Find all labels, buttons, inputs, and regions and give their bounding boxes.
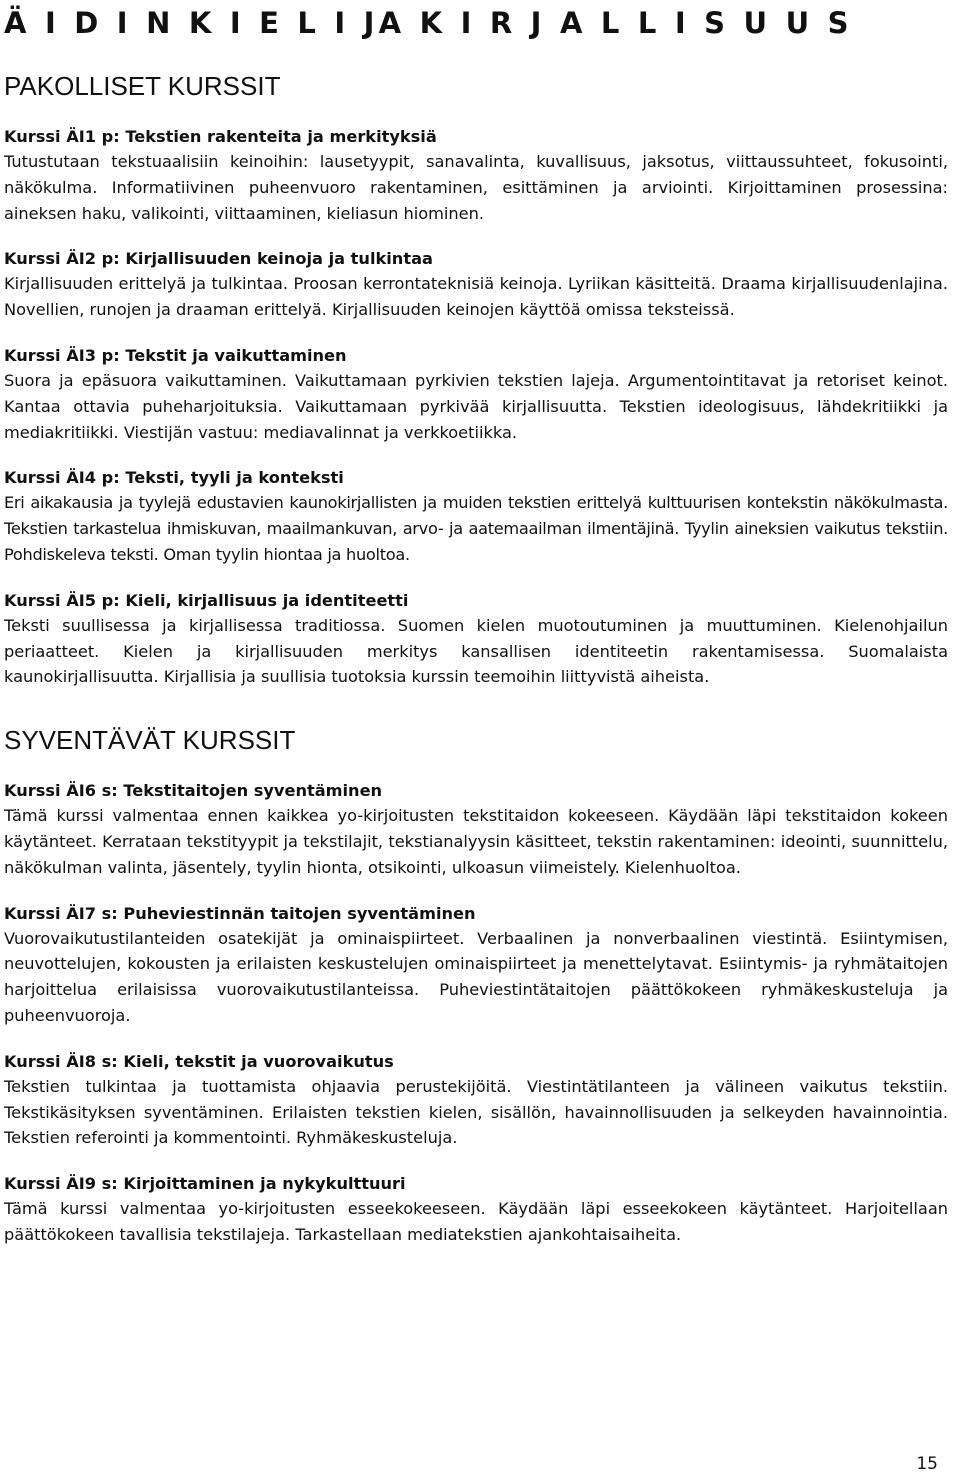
course-title: Kurssi ÄI4 p: Teksti, tyyli ja konteksti — [4, 468, 344, 488]
course-title: Kurssi ÄI3 p: Tekstit ja vaikuttaminen — [4, 345, 347, 365]
course-title: Kurssi ÄI2 p: Kirjallisuuden keinoja ja tulkintaa — [4, 249, 433, 269]
course-ai9 — [4, 1171, 948, 1248]
course-ai2 — [4, 246, 948, 323]
course-title: Kurssi ÄI8 s: Kieli, tekstit ja vuorovaikutus — [4, 1051, 394, 1071]
document-title: Ä I D I N K I E L I JA K I R J A L L I S U U S — [4, 6, 853, 40]
course-ai7 — [4, 901, 948, 1029]
course-ai3 — [4, 343, 948, 445]
course-ai1 — [4, 124, 948, 226]
course-description: Vuorovaikutustilanteiden osatekijät ja ominaispiirteet. Verbaalinen ja nonverbaalinen viestintä. Esiintymisen, neuvottelujen, kokousten ja erilaisten keskustelujen ominaispiirteet ja menettelytavat. Esiintymis- ja ryhmätaitojen harjoittelua erilaisissa vuorovaikutustilanteissa. Puheviestintätaitojen päättökokeen ryhmäkeskusteluja ja puheenvuoroja. — [4, 928, 948, 1025]
document-page — [4, 4, 948, 1248]
page-number: 15 — [916, 1454, 938, 1474]
course-title: Kurssi ÄI5 p: Kieli, kirjallisuus ja identiteetti — [4, 590, 409, 610]
course-title: Kurssi ÄI7 s: Puheviestinnän taitojen syventäminen — [4, 903, 476, 923]
course-ai6 — [4, 778, 948, 880]
section-heading-mandatory: PAKOLLISET KURSSIT — [4, 71, 281, 101]
course-ai8 — [4, 1049, 948, 1151]
course-ai4 — [4, 465, 948, 567]
course-description: Tämä kurssi valmentaa ennen kaikkea yo-kirjoitusten tekstitaidon kokeeseen. Käydään läpi tekstitaidon kokeen käytänteet. Kerrataan tekstityypit ja tekstilajit, tekstianalyysin käsitteet, tekstin rakentaminen: ideointi, suunnittelu, näkökulman valinta, jäsentely, tyylin hionta, otsikointi, ulkoasun viimeistely. Kielenhuoltoa. — [4, 806, 948, 877]
course-description: Teksti suullisessa ja kirjallisessa traditiossa. Suomen kielen muotoutuminen ja muuttuminen. Kielenohjailun periaatteet. Kielen ja kirjallisuuden merkitys kansallisen identiteetin rakentamisessa. Suomalaista kaunokirjallisuutta. Kirjallisia ja suullisia tuotoksia kurssin teemoihin liittyvistä aiheista. — [4, 615, 948, 687]
course-description: Suora ja epäsuora vaikuttaminen. Vaikuttamaan pyrkivien tekstien lajeja. Argumentointitavat ja retoriset keinot. Kantaa ottavia puheharjoituksia. Vaikuttamaan pyrkivää kirjallisuutta. Tekstien ideologisuus, lähdekritiikki ja mediakritiikki. Viestijän vastuu: mediavalinnat ja verkkoetiikka. — [4, 370, 948, 442]
course-description: Tekstien tulkintaa ja tuottamista ohjaavia perustekijöitä. Viestintätilanteen ja välineen vaikutus tekstiin. Tekstikäsityksen syventäminen. Erilaisten tekstien kielen, sisällön, havainnollisuuden ja selkeyden havainnointia. Tekstien referointi ja kommentointi. Ryhmäkeskusteluja. — [4, 1076, 948, 1148]
course-title: Kurssi ÄI6 s: Tekstitaitojen syventäminen — [4, 781, 383, 801]
course-description: Eri aikakausia ja tyylejä edustavien kaunokirjallisten ja muiden tekstien erittelyä kulttuurisen kontekstin näkökulmasta. Tekstien tarkastelua ihmiskuvan, maailmankuvan, arvo- ja aatemaailman ilmentäjinä. Tyylin aineksien vaikutus tekstiin. Pohdiskeleva teksti. Oman tyylin hiontaa ja huoltoa. — [4, 493, 948, 564]
course-title: Kurssi ÄI1 p: Tekstien rakenteita ja merkityksiä — [4, 127, 437, 146]
course-ai5 — [4, 588, 948, 690]
course-title: Kurssi ÄI9 s: Kirjoittaminen ja nykykulttuuri — [4, 1174, 406, 1194]
course-description: Tämä kurssi valmentaa yo-kirjoitusten esseekokeeseen. Käydään läpi esseekokeen käytänteet. Harjoitellaan päättökokeen tavallisia tekstilajeja. Tarkastellaan mediatekstien ajankohtaisaiheita. — [4, 1199, 948, 1244]
course-description: Tutustutaan tekstuaalisiin keinoihin: lausetyypit, sanavalinta, kuvallisuus, jaksotus, viittaussuhteet, fokusointi, näkökulma. Informatiivinen puheenvuoro rakentaminen, esittäminen ja arviointi. Kirjoittaminen prosessina: aineksen haku, valikointi, viittaaminen, kieliasun hiominen. — [4, 152, 948, 223]
section-heading-advanced: SYVENTÄVÄT KURSSIT — [4, 725, 296, 756]
course-description: Kirjallisuuden erittelyä ja tulkintaa. Proosan kerrontateknisiä keinoja. Lyriikan käsitteitä. Draama kirjallisuudenlajina. Novellien, runojen ja draaman erittelyä. Kirjallisuuden keinojen käyttöä omissa teksteissä. — [4, 274, 948, 320]
